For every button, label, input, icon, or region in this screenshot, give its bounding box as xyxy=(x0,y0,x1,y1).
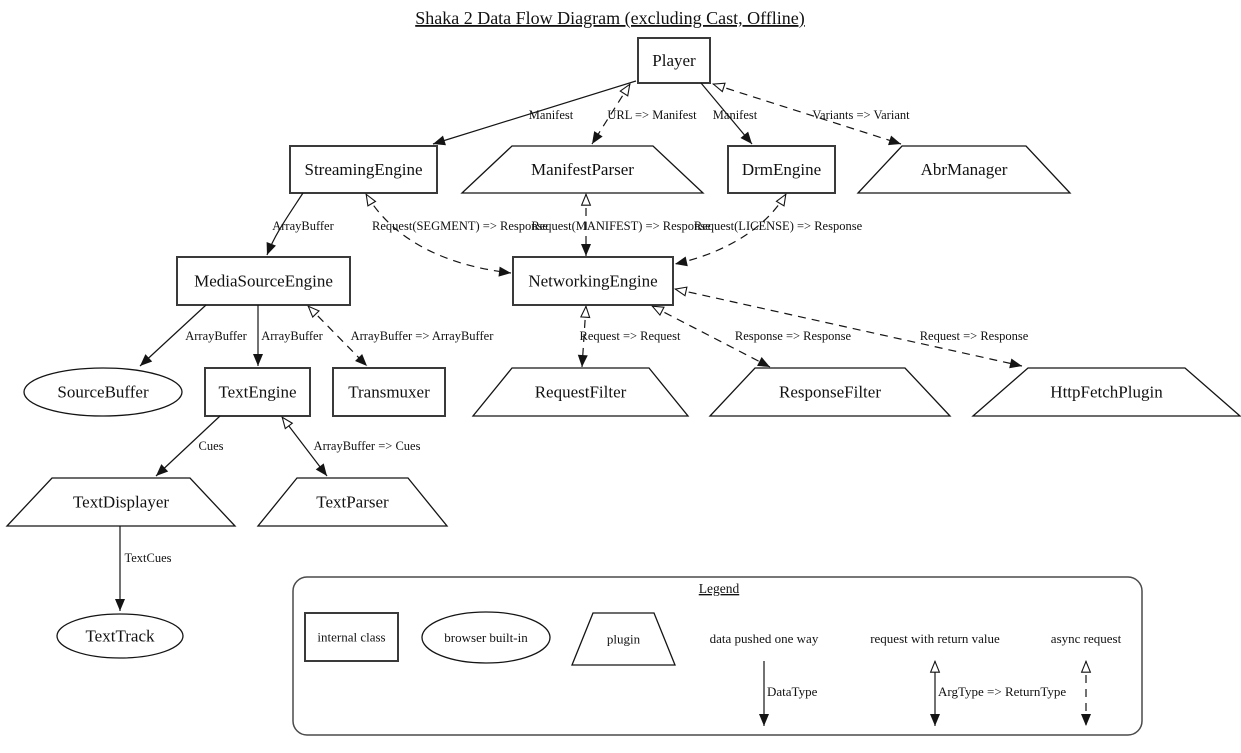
legend-item-plugin xyxy=(572,613,675,665)
edge-player-manifestparser-label: URL => Manifest xyxy=(607,108,697,122)
node-label-textdisplayer: TextDisplayer xyxy=(72,492,170,512)
node-responsefilter xyxy=(710,368,950,416)
node-label-abrmanager: AbrManager xyxy=(920,160,1008,179)
edge-streamingengine-networkingengine xyxy=(366,194,511,273)
edge-networkingengine-httpfetchplugin-label: Request => Response xyxy=(919,329,1029,343)
node-player xyxy=(638,38,710,83)
edge-textengine-textparser-label: ArrayBuffer => Cues xyxy=(313,439,421,453)
node-label-manifestparser: ManifestParser xyxy=(531,160,634,179)
node-label-textparser: TextParser xyxy=(316,492,389,512)
diagram-title: Shaka 2 Data Flow Diagram (excluding Cast, Offline) xyxy=(415,8,805,28)
legend-arrow-caption: async request xyxy=(1050,631,1122,646)
node-streamingengine xyxy=(290,146,437,193)
node-httpfetchplugin xyxy=(973,368,1240,416)
edge-mediasourceengine-transmuxer-label: ArrayBuffer => ArrayBuffer xyxy=(350,329,494,343)
node-label-networkingengine: NetworkingEngine xyxy=(528,271,658,291)
node-textengine xyxy=(205,368,310,416)
node-sourcebuffer xyxy=(24,368,182,416)
node-label-transmuxer: Transmuxer xyxy=(348,382,430,402)
legend-item-label: browser built-in xyxy=(444,630,528,645)
legend-item-label: internal class xyxy=(317,629,386,645)
node-textparser xyxy=(258,478,447,526)
node-label-texttrack: TextTrack xyxy=(85,626,155,646)
edge-networkingengine-responsefilter-label: Response => Response xyxy=(734,329,852,343)
node-networkingengine xyxy=(513,257,673,305)
node-abrmanager xyxy=(858,146,1070,193)
node-label-responsefilter: ResponseFilter xyxy=(779,382,881,402)
legend-arrow-typelabel: ArgType => ReturnType xyxy=(938,684,1067,699)
node-mediasourceengine xyxy=(177,257,350,305)
node-label-httpfetchplugin: HttpFetchPlugin xyxy=(1050,382,1163,402)
edge-manifestparser-networkingengine-label: Request(MANIFEST) => Response xyxy=(531,219,711,233)
node-label-textengine: TextEngine xyxy=(218,382,297,402)
edge-textdisplayer-texttrack-label: TextCues xyxy=(124,551,172,565)
edge-mediasourceengine-sourcebuffer-label: ArrayBuffer xyxy=(185,329,247,343)
edge-drmengine-networkingengine-label: Request(LICENSE) => Response xyxy=(693,219,863,233)
node-label-player: Player xyxy=(652,51,696,70)
legend-arrow-typelabel: DataType xyxy=(767,684,818,699)
node-requestfilter xyxy=(473,368,688,416)
edge-networkingengine-requestfilter-label: Request => Request xyxy=(579,329,681,343)
legend xyxy=(293,577,1142,735)
legend-item-browser-built-in xyxy=(422,612,550,663)
legend-box xyxy=(293,577,1142,735)
node-texttrack xyxy=(57,614,183,658)
edge-streamingengine-mediasourceengine-label: ArrayBuffer xyxy=(272,219,334,233)
legend-item-label: plugin xyxy=(606,631,641,647)
edge-networkingengine-httpfetchplugin xyxy=(675,289,1022,366)
legend-arrow-caption: data pushed one way xyxy=(709,631,819,646)
edge-textengine-textdisplayer-label: Cues xyxy=(198,439,224,453)
node-label-streamingengine: StreamingEngine xyxy=(304,160,423,179)
node-label-sourcebuffer: SourceBuffer xyxy=(57,382,149,402)
legend-title: Legend xyxy=(698,581,740,596)
node-transmuxer xyxy=(333,368,445,416)
nodes-layer xyxy=(7,38,1240,658)
node-drmengine xyxy=(728,146,835,193)
node-manifestparser xyxy=(462,146,703,193)
node-textdisplayer xyxy=(7,478,235,526)
legend-arrow-caption: request with return value xyxy=(870,631,1000,646)
node-label-requestfilter: RequestFilter xyxy=(534,382,627,402)
legend-item-internal-class xyxy=(305,613,398,661)
legend-arrow-request xyxy=(870,631,1066,726)
edge-player-streamingengine-label: Manifest xyxy=(528,108,574,122)
legend-arrow-push xyxy=(710,631,819,726)
edge-player-abrmanager-label: Variants => Variant xyxy=(812,108,910,122)
edge-player-drmengine-label: Manifest xyxy=(712,108,758,122)
node-label-drmengine: DrmEngine xyxy=(741,160,822,179)
edge-mediasourceengine-textengine-label: ArrayBuffer xyxy=(261,329,323,343)
node-label-mediasourceengine: MediaSourceEngine xyxy=(194,271,333,291)
edge-streamingengine-networkingengine-label: Request(SEGMENT) => Response xyxy=(372,219,548,233)
legend-arrow-async xyxy=(1051,631,1122,726)
